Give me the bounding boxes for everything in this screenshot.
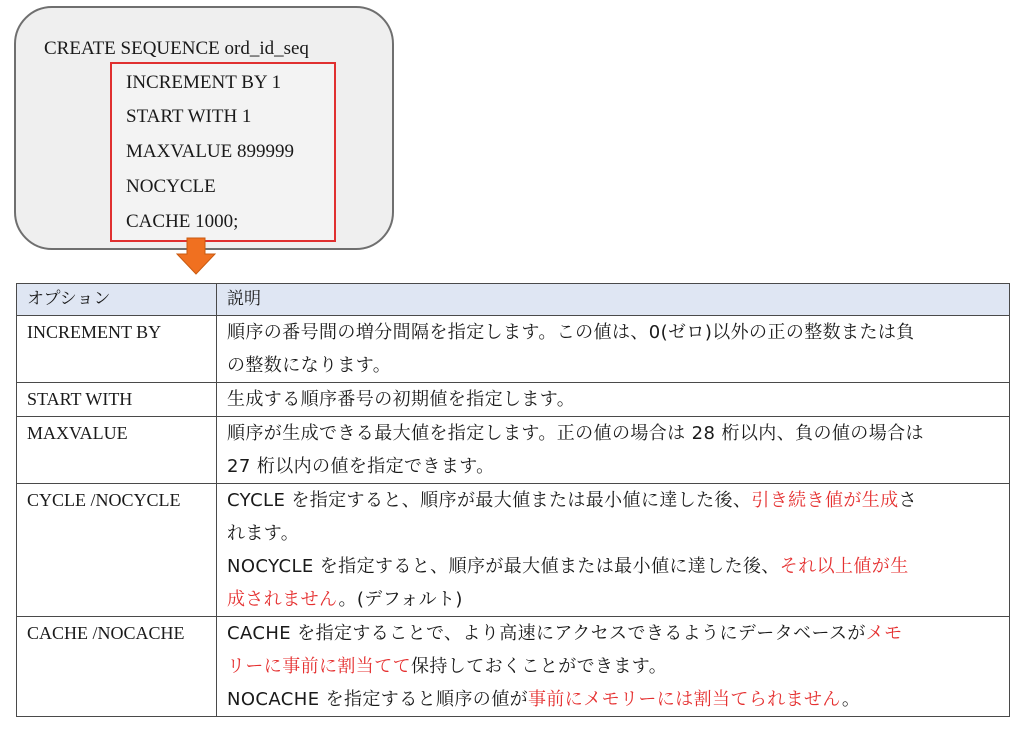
highlighted-text: 引き続き値が生成 [751, 490, 899, 511]
sql-option-line: INCREMENT BY 1 [126, 72, 282, 93]
option-name-cell: CYCLE /NOCYCLE [17, 484, 217, 617]
description-text: CACHE を指定することで、より高速にアクセスできるようにデータベースが [227, 623, 866, 644]
option-description-cell [217, 484, 1010, 617]
table-row [17, 617, 1010, 717]
description-text: 順序の番号間の増分間隔を指定します。この値は、0(ゼロ)以外の正の整数または負 [227, 322, 915, 343]
description-line [227, 517, 999, 550]
description-text: 。(デフォルト) [338, 589, 463, 610]
options-table [16, 283, 1010, 717]
description-text: の整数になります。 [227, 355, 392, 376]
description-line [227, 617, 999, 650]
description-line [227, 316, 999, 349]
table-row [17, 484, 1010, 617]
option-name-cell: CACHE /NOCACHE [17, 617, 217, 717]
description-line [227, 683, 999, 716]
option-description-cell [217, 417, 1010, 484]
description-text: 保持しておくことができます。 [411, 656, 668, 677]
description-text: NOCACHE を指定すると順序の値が [227, 689, 528, 710]
description-text: 。 [841, 689, 861, 710]
option-description-cell [217, 617, 1010, 717]
header-option: オプション [17, 284, 217, 316]
header-description: 説明 [217, 284, 1010, 316]
sql-option-line: NOCYCLE [126, 176, 216, 197]
highlighted-text: 事前にメモリーには割当てられません [528, 689, 842, 710]
sql-create-statement: CREATE SEQUENCE ord_id_seq [44, 38, 309, 59]
sql-option-line: CACHE 1000; [126, 211, 239, 232]
description-line [227, 583, 999, 616]
highlighted-text: それ以上値が生 [779, 556, 909, 577]
highlighted-text: メモ [865, 623, 903, 644]
highlighted-text: リーに事前に割当てて [227, 656, 411, 677]
description-line [227, 349, 999, 382]
option-name-cell: MAXVALUE [17, 417, 217, 484]
table-header-row [17, 284, 1010, 316]
sql-option-line: MAXVALUE 899999 [126, 141, 295, 162]
highlighted-text: 成されません [227, 589, 339, 610]
sql-code-box [14, 6, 394, 250]
description-line [227, 450, 999, 483]
description-text: NOCYCLE を指定すると、順序が最大値または最小値に達した後、 [227, 556, 780, 577]
sql-option-line: START WITH 1 [126, 106, 252, 127]
description-text: CYCLE を指定すると、順序が最大値または最小値に達した後、 [227, 490, 752, 511]
down-arrow-icon [176, 237, 216, 275]
description-line [227, 550, 999, 583]
table-row [17, 417, 1010, 484]
option-name-cell: INCREMENT BY [17, 316, 217, 383]
description-text: 順序が生成できる最大値を指定します。正の値の場合は 28 桁以内、負の値の場合は [227, 423, 924, 444]
description-line [227, 484, 999, 517]
option-description-cell [217, 383, 1010, 417]
table-row [17, 316, 1010, 383]
description-text: 生成する順序番号の初期値を指定します。 [227, 389, 576, 410]
description-line [227, 383, 999, 416]
description-text: れます。 [227, 523, 300, 544]
table-row [17, 383, 1010, 417]
description-text: さ [898, 490, 917, 511]
description-text: 27 桁以内の値を指定できます。 [227, 456, 495, 477]
sql-options-box [110, 62, 336, 242]
description-line [227, 650, 999, 683]
description-line [227, 417, 999, 450]
option-name-cell: START WITH [17, 383, 217, 417]
option-description-cell [217, 316, 1010, 383]
